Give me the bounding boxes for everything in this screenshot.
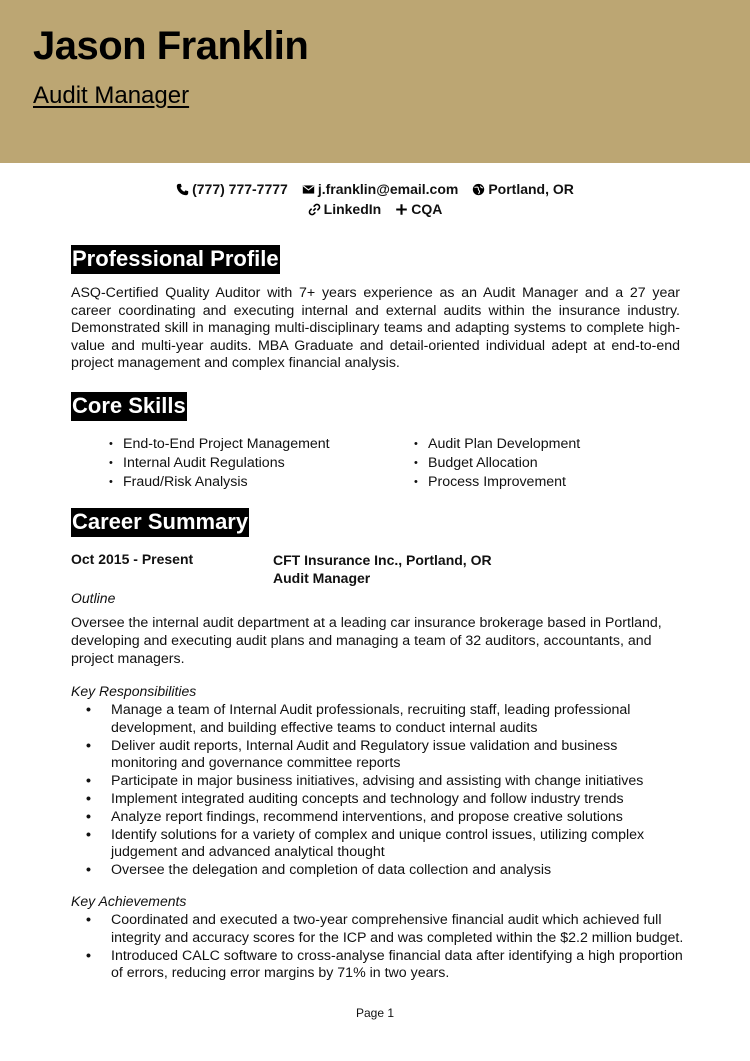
header-banner (0, 0, 750, 163)
linkedin-text: LinkedIn (323, 201, 382, 217)
job-employer (273, 551, 492, 587)
contact-row-1 (0, 181, 750, 197)
list-item: • Coordinated and executed a two-year comprehensive financial audit which achieved full integrity and accuracy scores for the ICP and was completed within the $2.2 million budget. (86, 912, 684, 946)
contact-location (472, 181, 574, 197)
list-item: • Implement integrated auditing concepts and technology and follow industry trends (86, 790, 624, 807)
phone-icon (176, 183, 189, 196)
contact-phone[interactable] (176, 181, 288, 197)
skill-item: • Internal Audit Regulations (109, 454, 330, 473)
skills-list-right (414, 435, 580, 492)
skill-item: • Fraud/Risk Analysis (109, 473, 330, 492)
contact-email[interactable] (302, 181, 458, 197)
certification-text: CQA (411, 201, 443, 217)
skill-item: • End-to-End Project Management (109, 435, 330, 454)
list-item: • Deliver audit reports, Internal Audit and Regulatory issue validation and business monitoring and governance committee reports (86, 737, 618, 772)
candidate-role: Audit Manager (33, 82, 190, 109)
skill-item: • Process Improvement (414, 473, 580, 492)
outline-label: Outline (71, 590, 116, 606)
achievements-list (86, 912, 686, 983)
page-number: Page 1 (355, 1006, 395, 1020)
responsibilities-list (86, 702, 686, 880)
email-text: j.franklin@email.com (317, 181, 459, 197)
job-dates: Oct 2015 - Present (71, 551, 194, 567)
skill-item: • Audit Plan Development (414, 435, 580, 454)
list-item: • Analyze report findings, recommend interventions, and propose creative solutions (86, 808, 623, 825)
achievements-label: Key Achievements (71, 893, 187, 909)
list-item: • Identify solutions for a variety of complex and unique control issues, utilizing complex judgement and advanced analytical thought (86, 826, 645, 861)
contact-certification (395, 201, 442, 217)
globe-icon (472, 183, 485, 196)
skill-item: • Budget Allocation (414, 454, 580, 473)
location-text: Portland, OR (488, 181, 574, 197)
list-item: • Oversee the delegation and completion of data collection and analysis (86, 862, 552, 879)
job-outline: Oversee the internal audit department at a leading car insurance brokerage based in Portland, developing and executing audit plans and managing a team of 32 auditors, accountants, and project managers. (71, 615, 662, 667)
list-item: • Introduced CALC software to cross-analyse financial data after identifying a high proportion of errors, reducing error margins by 71% in two years. (86, 947, 683, 982)
candidate-name: Jason Franklin (33, 24, 309, 68)
profile-summary: ASQ-Certified Quality Auditor with 7+ years experience as an Audit Manager and a 27 year career coordinating and executing internal and external audits within the insurance industry. Demonstrated skill in managing multi-disciplinary teams and adapting systems to complete high-value and multi-year audits. MBA Graduate and detail-oriented individual adept at end-to-end project management and complex financial analysis. (71, 285, 680, 372)
link-icon (308, 203, 321, 216)
skills-list-left (109, 435, 330, 492)
responsibilities-label: Key Responsibilities (71, 683, 197, 699)
phone-text: (777) 777-7777 (192, 181, 288, 197)
section-title-skills: Core Skills (71, 392, 187, 421)
list-item: • Manage a team of Internal Audit professionals, recruiting staff, leading professional development, and building effective teams to conduct internal audits (86, 702, 631, 736)
section-title-profile: Professional Profile (71, 245, 280, 274)
contact-row-2 (0, 201, 750, 217)
list-item: • Participate in major business initiatives, advising and assisting with change initiatives (86, 773, 644, 790)
plus-icon (395, 203, 408, 216)
company-name: CFT Insurance Inc., Portland, OR (273, 552, 492, 568)
job-position: Audit Manager (273, 570, 371, 586)
section-title-career: Career Summary (71, 508, 249, 537)
envelope-icon (302, 183, 315, 196)
contact-linkedin[interactable] (308, 201, 382, 217)
